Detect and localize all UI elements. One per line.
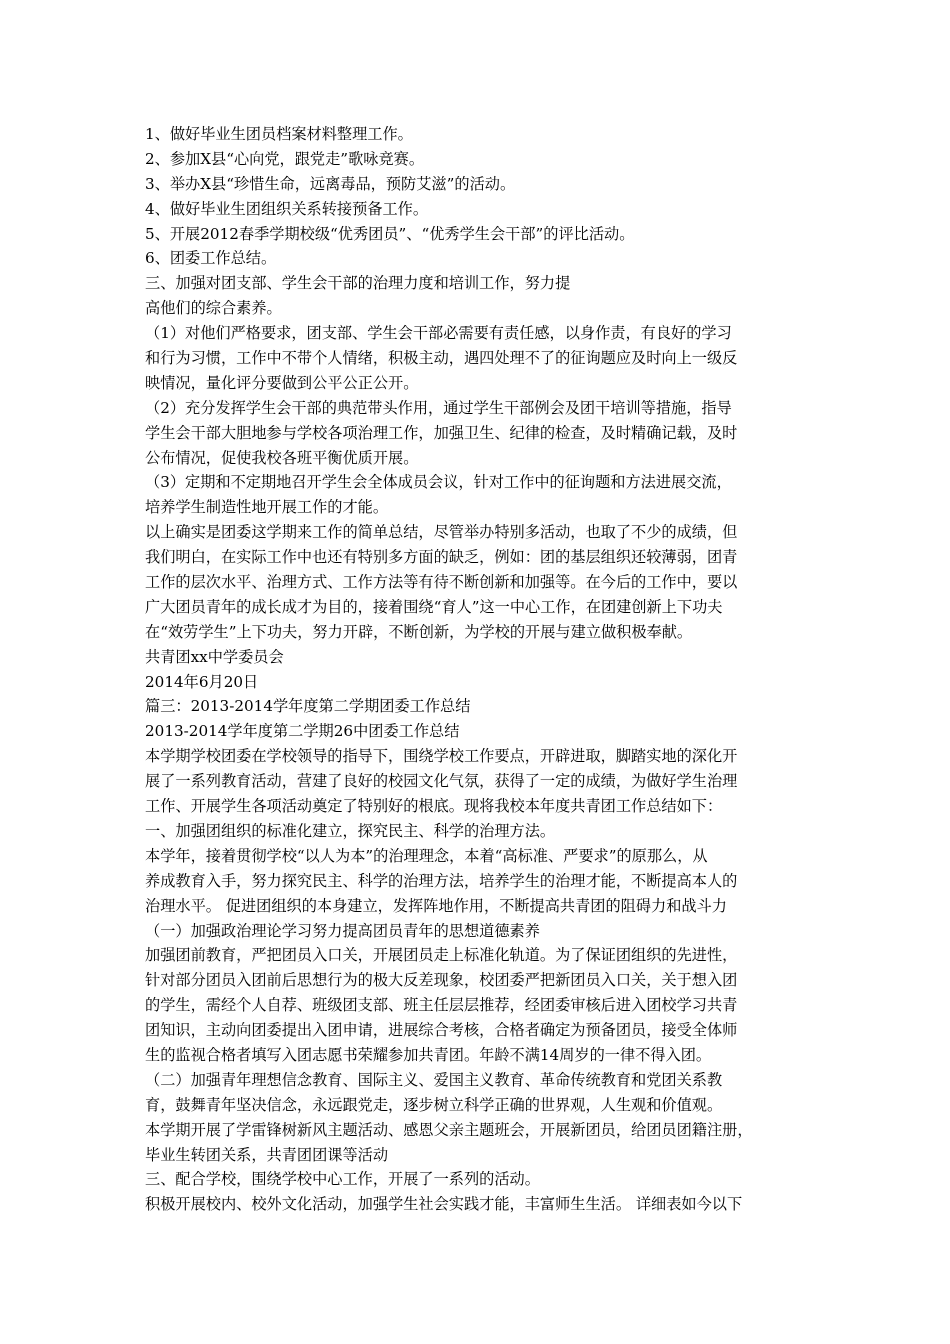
text-line: 治理水平。 促进团组织的本身建立，发挥阵地作用，不断提高共青团的阻碍力和战斗力 [145,896,727,915]
text-line: 6、团委工作总结。 [145,249,277,268]
text-line: 5、开展2012春季学期校级“优秀团员”、“优秀学生会干部”的评比活动。 [145,224,635,243]
text-line: 针对部分团员入团前后思想行为的极大反差现象，校团委严把新团员入口关，关于想入团 [145,971,738,990]
text-line: 映情况，量化评分要做到公平公正公开。 [145,373,419,392]
text-line: 1、做好毕业生团员档案材料整理工作。 [145,125,413,143]
text-line: 我们明白，在实际工作中也还有特别多方面的缺乏，例如：团的基层组织还较薄弱，团青 [145,548,738,567]
text-line: （1）对他们严格要求，团支部、学生会干部必需要有责任感，以身作责，有良好的学习 [145,324,732,343]
text-line: 本学期开展了学雷锋树新风主题活动、感恩父亲主题班会，开展新团员，给团员团籍注册， [145,1120,753,1139]
text-line: 共青团xx中学委员会 [145,647,284,666]
text-line: 和行为习惯，工作中不带个人情绪，积极主动，遇四处理不了的征询题应及时向上一级反 [145,349,738,368]
text-line: 3、举办X县“珍惜生命，远离毒品，预防艾滋”的活动。 [145,174,516,193]
text-line: 团知识，主动向团委提出入团申请，进展综合考核，合格者确定为预备团员，接受全体师 [145,1021,738,1040]
text-line: （3）定期和不定期地召开学生会全体成员会议，针对工作中的征询题和方法进展交流， [145,473,732,492]
text-line: 公布情况，促使我校各班平衡优质开展。 [145,448,419,467]
text-line: 2、参加X县“心向党，跟党走”歌咏竞赛。 [145,149,425,168]
text-line: 学生会干部大胆地参与学校各项治理工作，加强卫生、纪律的检查，及时精确记载，及时 [145,423,738,442]
text-line: 在“效劳学生”上下功夫，努力开辟，不断创新，为学校的开展与建立做积极奉献。 [145,622,693,641]
text-line: 工作的层次水平、治理方式、工作方法等有待不断创新和加强等。在今后的工作中，要以 [145,573,738,592]
text-line: 养成教育入手，努力探究民主、科学的治理方法，培养学生的治理才能，不断提高本人的 [145,871,738,890]
text-line: 本学期学校团委在学校领导的指导下，围绕学校工作要点，开辟进取，脚踏实地的深化开 [145,747,738,766]
text-line: （一）加强政治理论学习努力提高团员青年的思想道德素养 [145,921,540,940]
text-line: 的学生，需经个人自荐、班级团支部、班主任层层推荐，经团委审核后进入团校学习共青 [145,996,738,1015]
text-line: 三、加强对团支部、学生会干部的治理力度和培训工作，努力提 [145,274,571,293]
text-line: 育，鼓舞青年坚决信念，永远跟党走，逐步树立科学正确的世界观，人生观和价值观。 [145,1095,723,1114]
text-line: 2014年6月20日 [145,672,259,691]
document-body [145,122,817,1217]
text-line: 以上确实是团委这学期来工作的简单总结，尽管举办特别多活动，也取了不少的成绩，但 [145,523,738,542]
text-line: 工作、开展学生各项活动奠定了特别好的根底。现将我校本年度共青团工作总结如下： [145,797,723,816]
text-line: 三、配合学校，围绕学校中心工作，开展了一系列的活动。 [145,1170,540,1189]
text-line: 积极开展校内、校外文化活动，加强学生社会实践才能，丰富师生生活。 详细表如今以下 [145,1195,743,1214]
text-line: 2013-2014学年度第二学期26中团委工作总结 [145,722,460,741]
text-line: 4、做好毕业生团组织关系转接预备工作。 [145,199,429,218]
text-line: 一、加强团组织的标准化建立，探究民主、科学的治理方法。 [145,821,556,840]
text-line: （2）充分发挥学生会干部的典范带头作用，通过学生干部例会及团干培训等措施，指导 [145,398,732,417]
text-line: 本学年，接着贯彻学校“以人为本”的治理理念，本着“高标准、严要求”的原那么，从 [145,846,708,865]
text-line: 毕业生转团关系，共青团团课等活动 [145,1145,388,1164]
text-line: 高他们的综合素养。 [145,299,282,318]
text-line: 生的监视合格者填写入团志愿书荣耀参加共青团。年龄不满14周岁的一律不得入团。 [145,1045,712,1064]
text-line: 加强团前教育，严把团员入口关，开展团员走上标准化轨道。为了保证团组织的先进性， [145,946,738,965]
text-line: 展了一系列教育活动，营建了良好的校园文化气氛，获得了一定的成绩，为做好学生治理 [145,772,738,791]
text-line: （二）加强青年理想信念教育、国际主义、爱国主义教育、革命传统教育和党团关系教 [145,1070,723,1089]
text-line: 培养学生制造性地开展工作的才能。 [145,498,388,517]
text-line: 篇三：2013-2014学年度第二学期团委工作总结 [145,697,471,716]
text-line: 广大团员青年的成长成才为目的，接着围绕“育人”这一中心工作，在团建创新上下功夫 [145,597,723,616]
